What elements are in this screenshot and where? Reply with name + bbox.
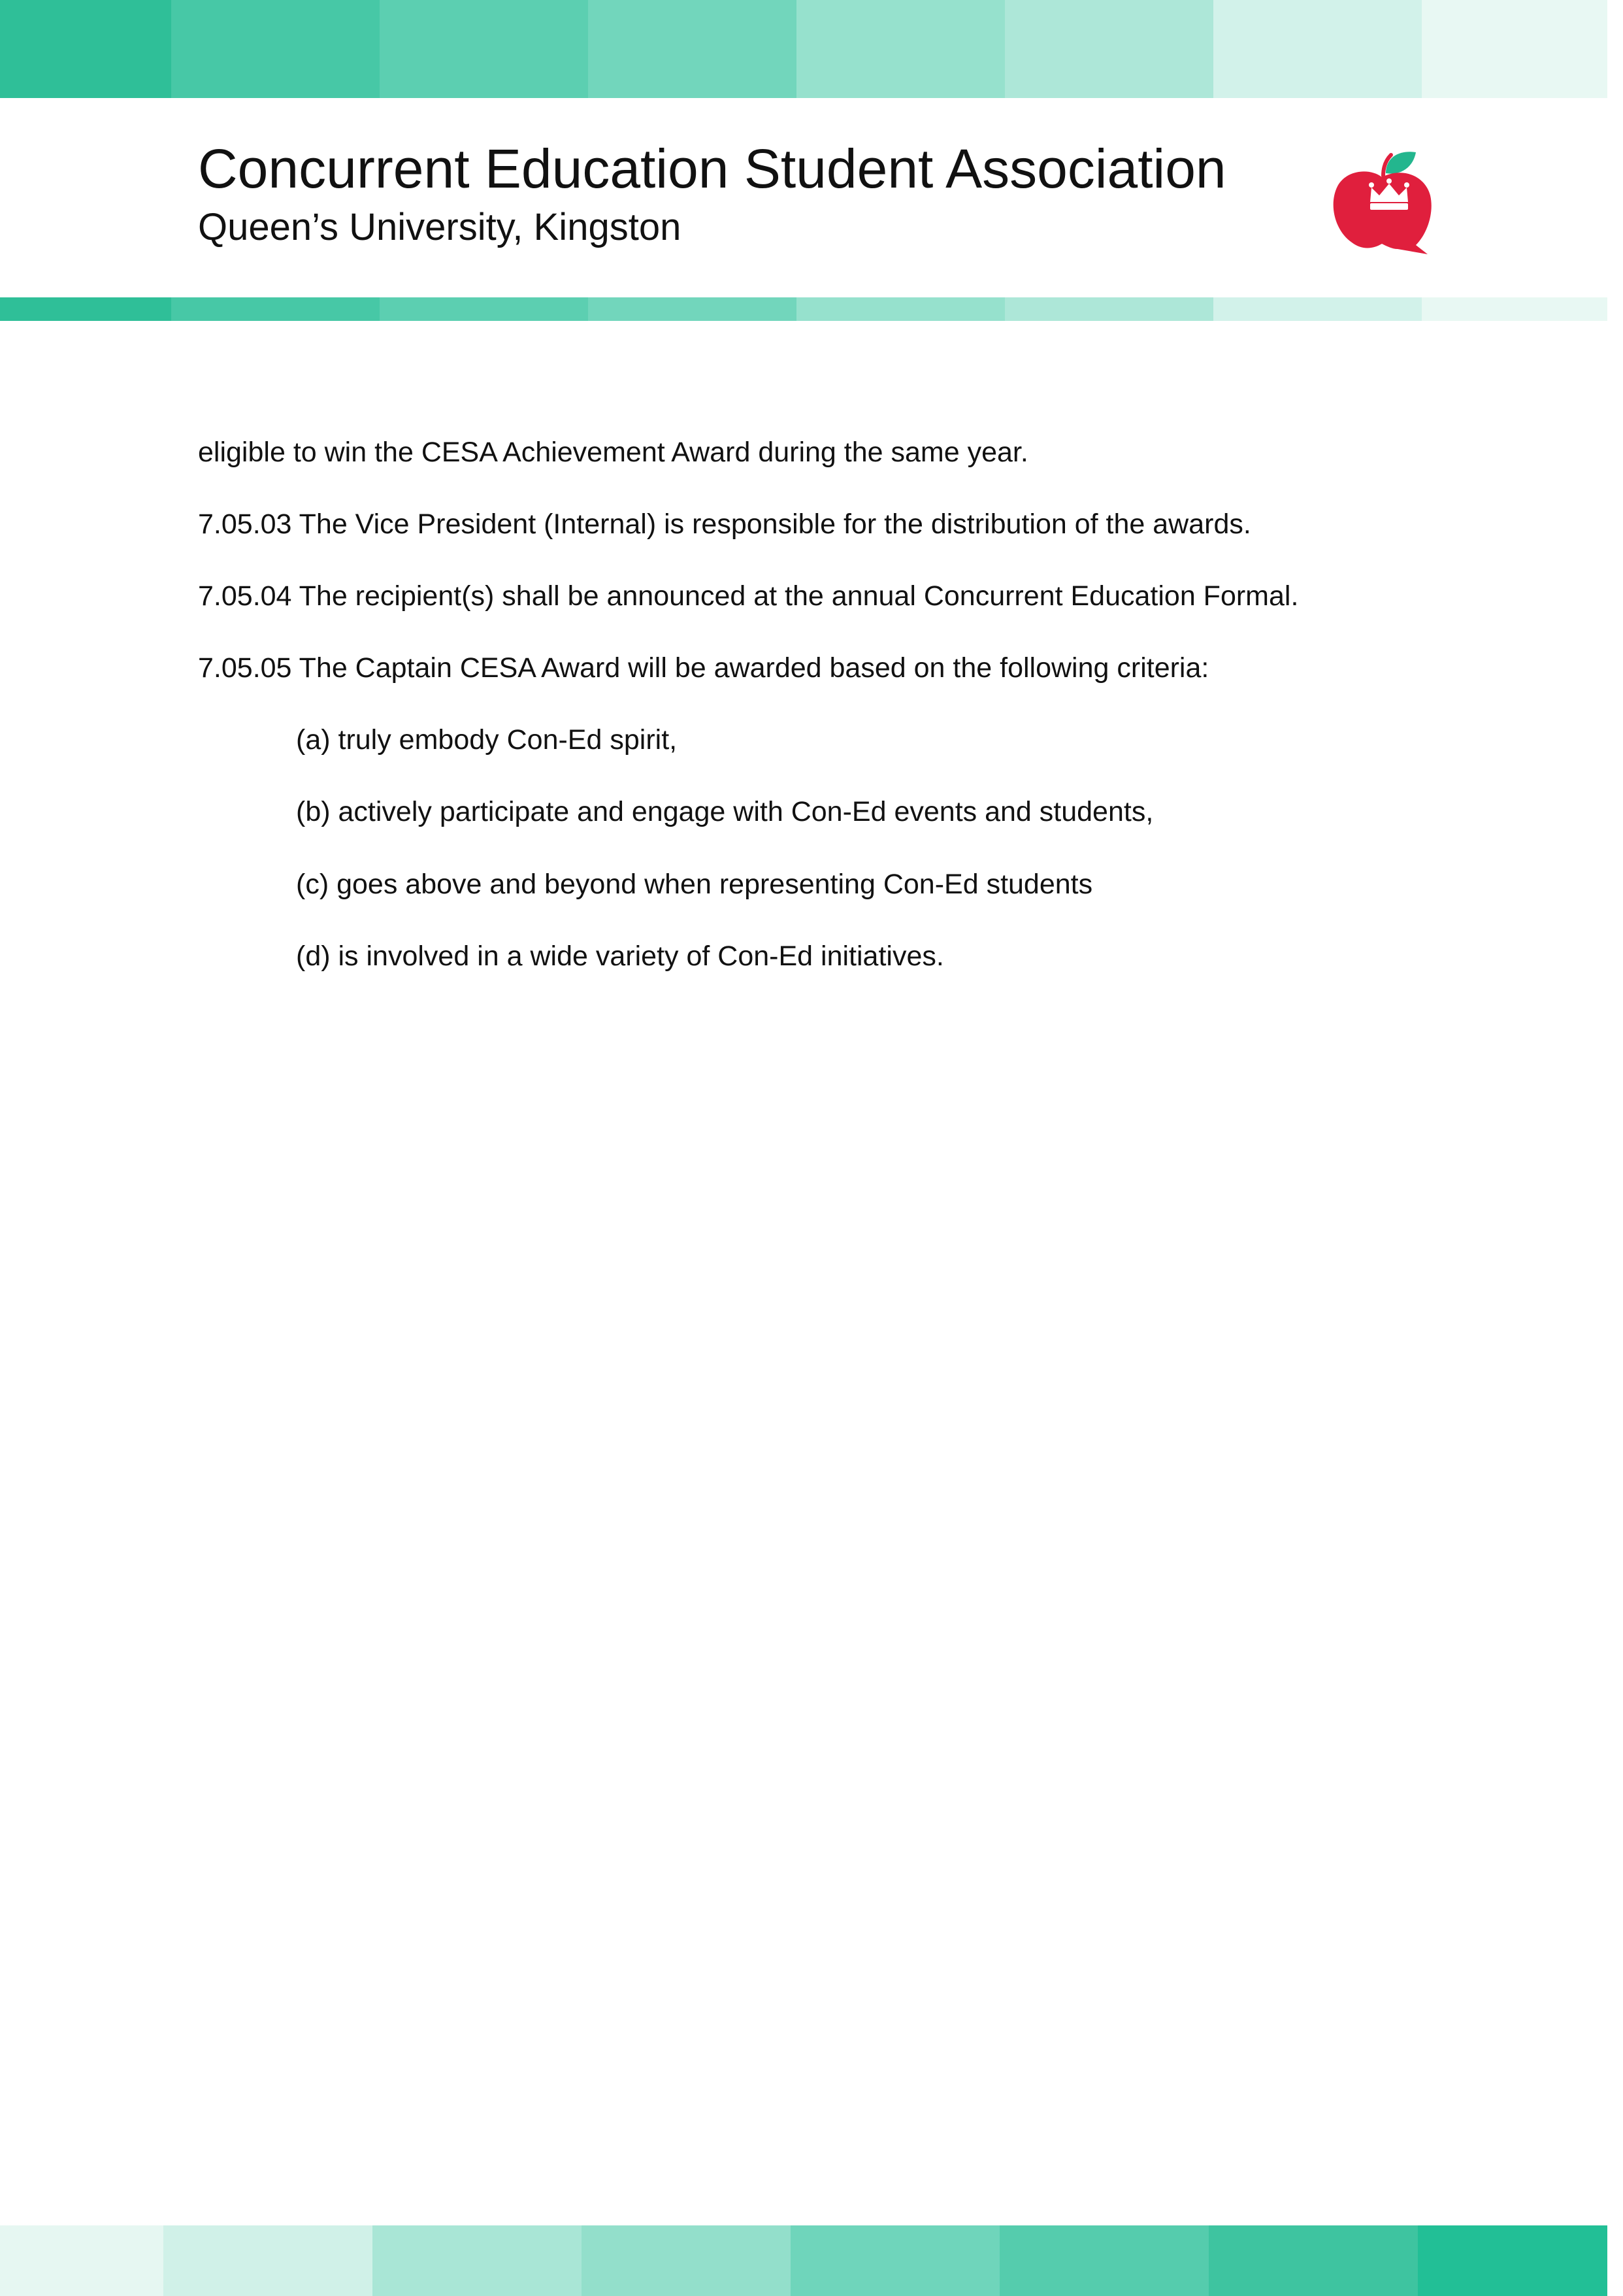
criteria-item: (a) truly embody Con-Ed spirit, (296, 724, 678, 756)
band-segment (582, 2225, 791, 2296)
page-subtitle: Queen’s University, Kingston (198, 206, 681, 248)
body-paragraph: 7.05.04 The recipient(s) shall be announced at the annual Concurrent Education Formal. (198, 580, 1299, 612)
page-title: Concurrent Education Student Association (198, 138, 1226, 199)
band-segment (0, 297, 171, 321)
band-segment (380, 297, 588, 321)
band-segment (1422, 297, 1607, 321)
band-segment (163, 2225, 372, 2296)
criteria-item: (c) goes above and beyond when representing Con-Ed students (296, 869, 1093, 900)
criteria-item: (d) is involved in a wide variety of Con-Ed initiatives. (296, 940, 944, 972)
band-segment (0, 0, 171, 98)
band-segment (588, 0, 796, 98)
band-segment (1213, 297, 1422, 321)
band-segment (0, 2225, 163, 2296)
body-paragraph: eligible to win the CESA Achievement Award during the same year. (198, 437, 1028, 468)
band-segment (588, 297, 796, 321)
band-segment (1422, 0, 1607, 98)
band-segment (171, 0, 380, 98)
band-segment (380, 0, 588, 98)
apple-crown-logo-icon (1330, 147, 1434, 255)
band-segment (791, 2225, 1000, 2296)
body-paragraph: 7.05.05 The Captain CESA Award will be awarded based on the following criteria: (198, 652, 1209, 684)
band-segment (1005, 0, 1213, 98)
header-divider-band (0, 297, 1607, 321)
band-segment (1209, 2225, 1418, 2296)
band-segment (1418, 2225, 1607, 2296)
body-paragraph: 7.05.03 The Vice President (Internal) is responsible for the distribution of the awards. (198, 508, 1251, 540)
footer-color-band (0, 2225, 1607, 2296)
band-segment (1000, 2225, 1209, 2296)
band-segment (372, 2225, 582, 2296)
criteria-item: (b) actively participate and engage with Con-Ed events and students, (296, 796, 1154, 827)
band-segment (1005, 297, 1213, 321)
header-color-band (0, 0, 1607, 98)
band-segment (796, 297, 1005, 321)
band-segment (796, 0, 1005, 98)
band-segment (1213, 0, 1422, 98)
band-segment (171, 297, 380, 321)
